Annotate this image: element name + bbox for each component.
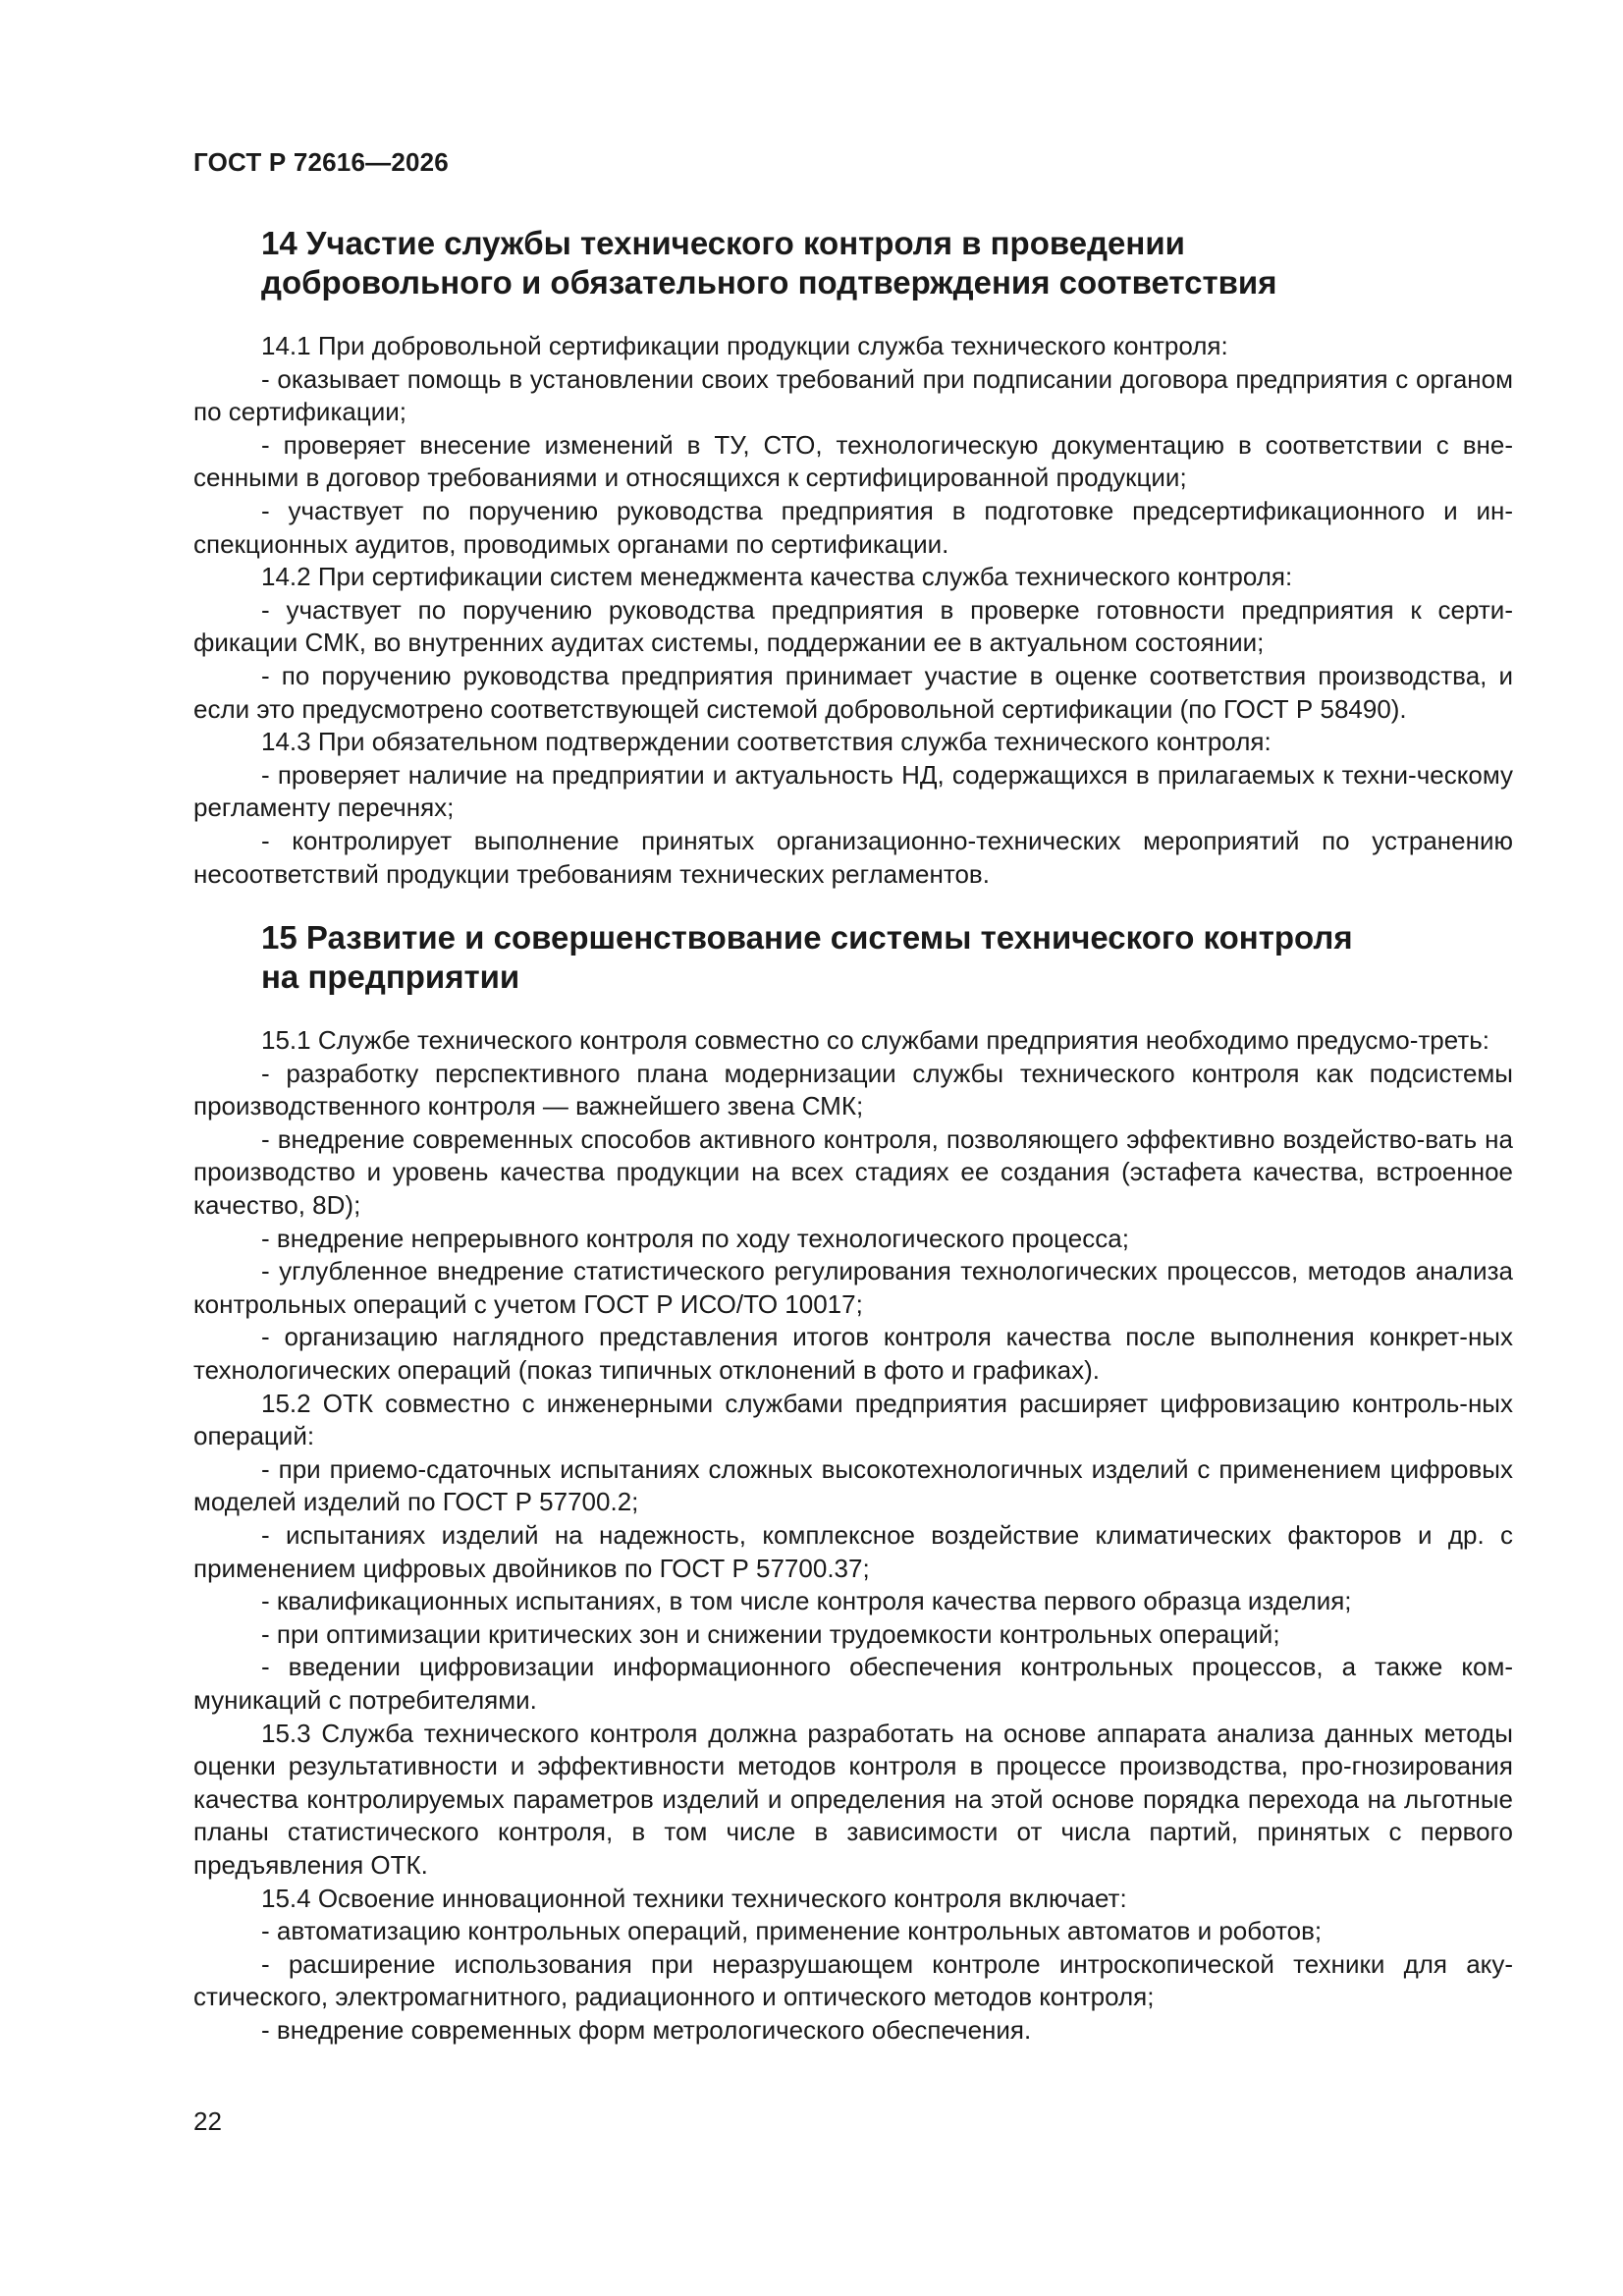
document-content bbox=[193, 224, 1513, 2048]
clause-paragraph: 14.1 При добровольной сертификации продукции служба технического контроля: bbox=[261, 331, 1228, 360]
section-heading bbox=[193, 224, 1513, 302]
section-body bbox=[193, 1024, 1513, 2047]
page-number: 22 bbox=[193, 2106, 222, 2136]
list-item: - при приемо-сдаточных испытаниях сложных высокотехнологичных изделий с применением цифровых моделей изделий по ГОСТ Р 57700.2; bbox=[193, 1453, 1513, 1517]
clause-paragraph: 15.4 Освоение инновационной техники технического контроля включает: bbox=[261, 1883, 1127, 1913]
list-item: - внедрение современных форм метрологического обеспечения. bbox=[261, 2014, 1032, 2045]
list-item: - проверяет наличие на предприятии и актуальность НД, содержащихся в прилагаемых к техни-ческому регламенту перечнях; bbox=[193, 759, 1513, 823]
list-item: - введении цифровизации информационного обеспечения контрольных процессов, а также ком-муникаций с потребителями. bbox=[193, 1652, 1513, 1715]
section-heading-line: добровольного и обязательного подтверждения соответствия bbox=[261, 264, 1277, 301]
section-gap bbox=[193, 891, 1513, 918]
section-heading bbox=[193, 918, 1513, 997]
list-item: - контролирует выполнение принятых организационно-технических мероприятий по устранению несоответствий продукции требованиям технических регламентов. bbox=[193, 825, 1513, 889]
list-item: - разработку перспективного плана модернизации службы технического контроля как подсистемы производственного контроля — важнейшего звена СМК; bbox=[193, 1058, 1513, 1121]
document-id: ГОСТ Р 72616—2026 bbox=[193, 147, 449, 177]
list-item: - проверяет внесение изменений в ТУ, СТО, технологическую документацию в соответствии с вне-сенными в договор требованиями и относящихся к сертифицированной продукции; bbox=[193, 429, 1513, 493]
list-item: - испытаниях изделий на надежность, комплексное воздействие климатических факторов и др. с применением цифровых двойников по ГОСТ Р 57700.37; bbox=[193, 1520, 1513, 1583]
list-item: - расширение использования при неразрушающем контроле интроскопической техники для аку-стического, электромагнитного, радиационного и оптического методов контроля; bbox=[193, 1948, 1513, 2012]
section-heading-line: 15 Развитие и совершенствование системы технического контроля bbox=[261, 919, 1353, 957]
section-2 bbox=[193, 918, 1513, 2047]
clause-paragraph: 15.2 ОТК совместно с инженерными службами предприятия расширяет цифровизацию контроль-ных операций: bbox=[193, 1388, 1513, 1451]
list-item: - организацию наглядного представления итогов контроля качества после выполнения конкрет-ных технологических операций (показ типичных отклонений в фото и графиках). bbox=[193, 1322, 1513, 1386]
list-item: - внедрение непрерывного контроля по ходу технологического процесса; bbox=[261, 1223, 1129, 1253]
list-item: - участвует по поручению руководства предприятия в подготовке предсертификационного и ин-спекционных аудитов, проводимых органами по сертификации. bbox=[193, 495, 1513, 559]
section-heading-line: на предприятии bbox=[261, 958, 520, 996]
list-item: - при оптимизации критических зон и снижении трудоемкости контрольных операций; bbox=[261, 1618, 1280, 1649]
section-body bbox=[193, 330, 1513, 891]
section-heading-line: 14 Участие службы технического контроля в проведении bbox=[261, 225, 1185, 261]
list-item: - автоматизацию контрольных операций, применение контрольных автоматов и роботов; bbox=[261, 1916, 1323, 1946]
clause-paragraph: 14.3 При обязательном подтверждении соответствия служба технического контроля: bbox=[261, 727, 1271, 757]
list-item: - квалификационных испытаниях, в том числе контроля качества первого образца изделия; bbox=[261, 1586, 1352, 1616]
list-item: - по поручению руководства предприятия принимает участие в оценке соответствия производства, и если это предусмотрено соответствующей системой добровольной сертификации (по ГОСТ Р 58490). bbox=[193, 660, 1513, 724]
list-item: - углубленное внедрение статистического регулирования технологических процессов, методов анализа контрольных операций с учетом ГОСТ Р ИСО/ТО 10017; bbox=[193, 1256, 1513, 1319]
clause-paragraph: 15.3 Служба технического контроля должна разработать на основе аппарата анализа данных методы оценки результативности и эффективности методов контроля в процессе производства, про-гнозирования качества контролируемых параметров изделий и определения на этой основе порядка перехода на льготные планы статистического контроля, в том числе в зависимости от числа партий, принятых с первого предъявления ОТК. bbox=[193, 1718, 1513, 1880]
clause-paragraph: 15.1 Службе технического контроля совместно со службами предприятия необходимо предусмо-треть: bbox=[261, 1025, 1489, 1056]
list-item: - оказывает помощь в установлении своих требований при подписании договора предприятия с органом по сертификации; bbox=[193, 363, 1513, 427]
clause-paragraph: 14.2 При сертификации систем менеджмента качества служба технического контроля: bbox=[261, 562, 1293, 592]
list-item: - участвует по поручению руководства предприятия в проверке готовности предприятия к серти-фикации СМК, во внутренних аудитах системы, поддержании ее в актуальном состоянии; bbox=[193, 594, 1513, 658]
section-1 bbox=[193, 224, 1513, 891]
list-item: - внедрение современных способов активного контроля, позволяющего эффективно воздейство-вать на производство и уровень качества продукции на всех стадиях ее создания (эстафета качества, встроенное качество, 8D); bbox=[193, 1123, 1513, 1221]
